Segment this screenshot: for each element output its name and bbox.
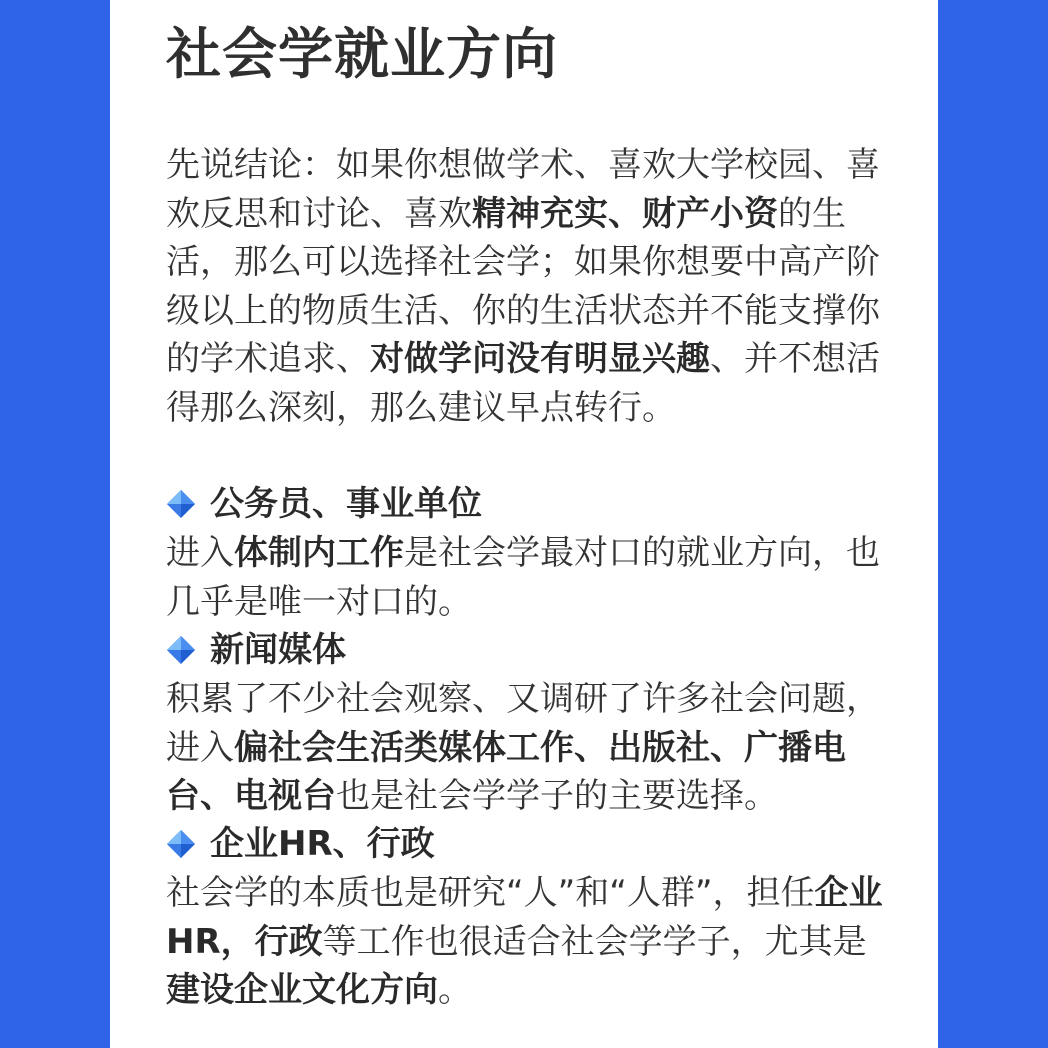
section-body-hr (166, 869, 896, 1015)
section-heading-text: 企业HR、行政 (210, 824, 435, 864)
section-text: 。 (438, 970, 472, 1010)
intro-emphasis: 精神充实、财产小资 (472, 193, 778, 234)
section-emphasis: 建设企业文化方向 (166, 970, 438, 1010)
section-body-media (166, 675, 896, 821)
intro-text: 先说结论：如果你想做学术、喜欢大学校园、喜欢反思和讨论、喜欢 (166, 145, 880, 234)
blue-diamond-icon (166, 829, 196, 859)
section-body-civil-service (166, 529, 896, 626)
section-text: 也是社会学学子的主要选择。 (336, 776, 778, 816)
section-text: 等工作也很适合社会学学子，尤其是 (322, 921, 867, 962)
section-emphasis: 体制内工作 (234, 533, 404, 573)
blue-diamond-icon (166, 489, 196, 519)
section-text: 积累了不少社会观察、又调研了许多社会问题，进入 (166, 679, 880, 768)
intro-emphasis: 对做学问没有明显兴趣 (370, 339, 710, 379)
section-heading-civil-service (166, 480, 896, 529)
section-heading-media (166, 626, 896, 675)
intro-text: 、并不想活得那么深刻，那么建议早点转行。 (166, 339, 880, 428)
page-title: 社会学就业方向 (166, 22, 559, 86)
intro-text: 的生活，那么可以选择社会学；如果你想要中高产阶级以上的物质生活、你的生活状态并不能支撑你的学术追求、 (166, 193, 880, 379)
content-card (110, 0, 938, 1048)
section-emphasis: 偏社会生活类媒体工作、出版社、广播电台、电视台 (166, 727, 846, 816)
section-text: 进入 (166, 533, 234, 573)
section-text: 社会学的本质也是研究“人”和“人群”，担任 (166, 873, 815, 913)
section-heading-text: 新闻媒体 (210, 630, 346, 670)
section-heading-hr (166, 820, 896, 869)
section-emphasis: 企业HR，行政 (166, 873, 883, 962)
section-heading-text: 公务员、事业单位 (210, 484, 482, 524)
section-text: 是社会学最对口的就业方向，也几乎是唯一对口的。 (166, 533, 880, 622)
blue-diamond-icon (166, 635, 196, 665)
intro-paragraph (166, 141, 896, 432)
